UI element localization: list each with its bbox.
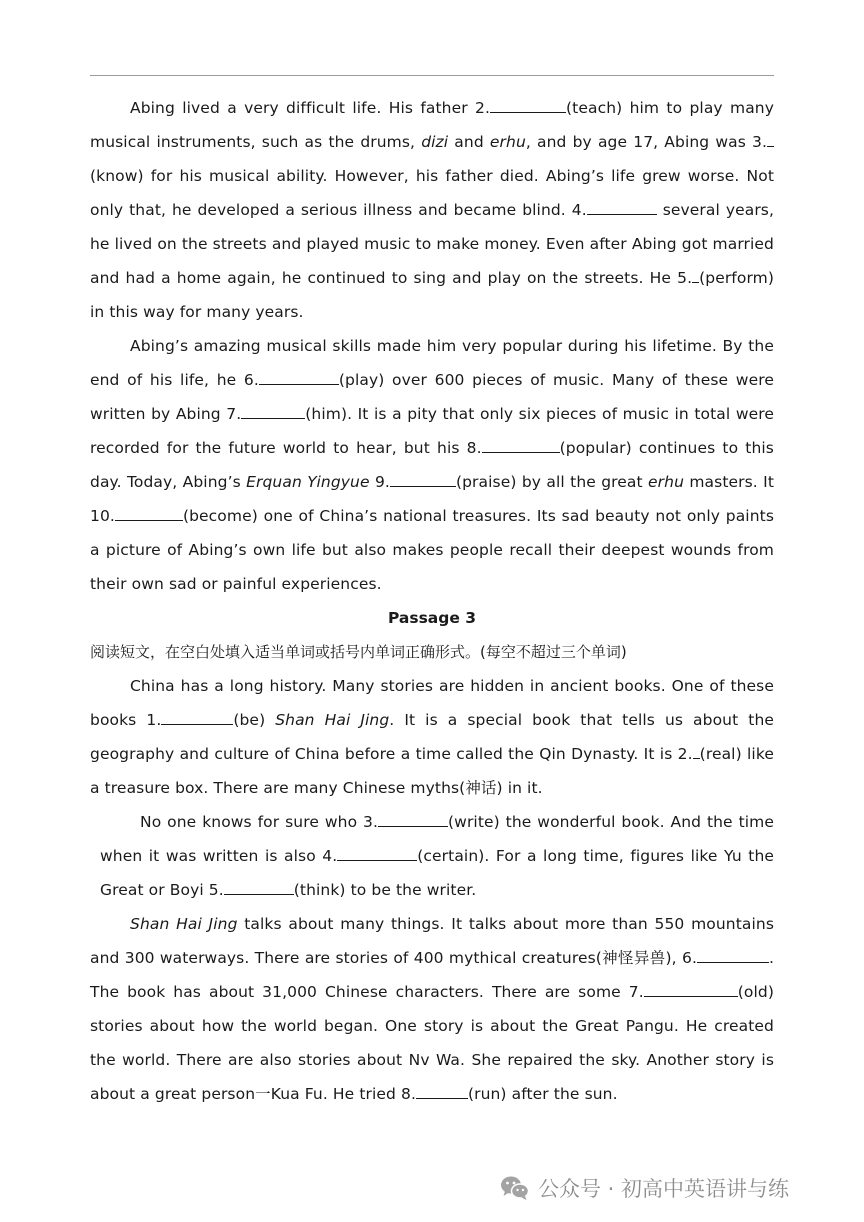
wechat-icon: [500, 1175, 530, 1201]
italic-term: erhu: [648, 473, 685, 491]
passage3-paragraph-2: [90, 805, 774, 907]
text-run: . It is a special book that tells us about the geography and culture of China before a time called the Qin Dynasty. It is 2.: [90, 711, 774, 763]
answer-blank-p3-3[interactable]: [378, 810, 448, 827]
text-run: (play) over 600 pieces of music. Many of these were written by Abing 7.: [90, 371, 774, 423]
answer-blank-p3-8[interactable]: [416, 1082, 468, 1099]
passage3-paragraph-3: [90, 907, 774, 1111]
document-body: [90, 91, 774, 1111]
text-run: No one knows for sure who 3.: [140, 813, 379, 831]
text-run: (him). It is a pity that only six pieces of music in total were recorded for the future world to hear, but his 8.: [90, 405, 775, 457]
answer-blank-p3-5[interactable]: [224, 878, 294, 895]
italic-title: Erquan Yingyue: [246, 473, 370, 491]
answer-blank-8[interactable]: [482, 436, 560, 453]
text-run: talks about many things. It talks about more than 550 mountains and 300 waterways. There are stories of 400 mythical creatures(神怪异兽), 6.: [90, 915, 775, 967]
italic-term: erhu: [489, 133, 526, 151]
text-run: and: [448, 133, 490, 151]
passage3-paragraph-1: [90, 669, 774, 805]
text-run: Abing’s amazing musical skills made him very popular during his lifetime. By the end of his life, he 6.: [90, 337, 774, 389]
answer-blank-6[interactable]: [259, 368, 339, 385]
italic-title: Shan Hai Jing: [130, 915, 238, 933]
answer-blank-p3-1[interactable]: [161, 708, 233, 725]
italic-term: dizi: [421, 133, 449, 151]
answer-blank-p3-7[interactable]: [644, 980, 738, 997]
watermark-text: 公众号 · 初高中英语讲与练: [538, 1177, 790, 1201]
text-run: . The book has about 31,000 Chinese characters. There are some 7.: [90, 949, 774, 1001]
answer-blank-p3-6[interactable]: [697, 946, 769, 963]
text-run: (think) to be the writer.: [293, 881, 477, 899]
text-run: (popular) continues to this day. Today, Abing’s: [90, 439, 774, 491]
text-run: , and by age 17, Abing was 3.: [525, 133, 768, 151]
text-run: Abing lived a very difficult life. His father 2.: [130, 99, 491, 117]
text-run: several years, he lived on the streets and played music to make money. Even after Abing got married and had a home again, he continued to sing and play on the streets. He 5.: [90, 201, 775, 287]
text-run: (write) the wonderful book. And the time when it was written is also 4.: [100, 813, 774, 865]
answer-blank-9[interactable]: [390, 470, 456, 487]
answer-blank-10[interactable]: [115, 504, 183, 521]
text-run: China has a long history. Many stories are hidden in ancient books. One of these books 1.: [90, 677, 774, 729]
watermark: [500, 1171, 789, 1205]
text-run: 9.: [369, 473, 390, 491]
text-run: (certain). For a long time, figures like Yu the Great or Boyi 5.: [100, 847, 775, 899]
passage2-paragraph-2: [90, 329, 774, 601]
answer-blank-3[interactable]: [767, 130, 774, 147]
text-run: (teach) him to play many musical instruments, such as the drums,: [90, 99, 774, 151]
text-run: (praise) by all the great: [455, 473, 649, 491]
passage3-instruction: 阅读短文，在空白处填入适当单词或括号内单词正确形式。(每空不超过三个单词): [90, 643, 627, 661]
text-run: (be): [233, 711, 276, 729]
answer-blank-7[interactable]: [241, 402, 305, 419]
italic-title: Shan Hai Jing: [275, 711, 390, 729]
answer-blank-p3-2[interactable]: [693, 742, 700, 759]
answer-blank-p3-4[interactable]: [337, 844, 417, 861]
text-run: (real) like a treasure box. There are many Chinese myths(神话) in it.: [90, 745, 774, 797]
text-run: (perform) in this way for many years.: [90, 269, 774, 321]
text-run: (run) after the sun.: [467, 1085, 618, 1103]
text-run: (become) one of China’s national treasures. Its sad beauty not only paints a picture of Abing’s own life but also makes people recall their deepest wounds from their own sad or painful experiences.: [90, 507, 774, 593]
answer-blank-2[interactable]: [490, 96, 566, 113]
text-run: masters. It 10.: [90, 473, 775, 525]
text-run: (old) stories about how the world began. One story is about the Great Pangu. He created the world. There are also stories about Nv Wa. She repaired the sky. Another story is about a great person一Kua Fu. He tried 8.: [90, 983, 774, 1103]
answer-blank-4[interactable]: [587, 198, 657, 215]
text-run: (know) for his musical ability. However, his father died. Abing’s life grew worse. Not only that, he developed a serious illness and became blind. 4.: [90, 167, 774, 219]
top-divider: [90, 75, 774, 76]
passage3-heading: Passage 3: [387, 609, 477, 627]
passage2-paragraph-1: [90, 91, 774, 329]
